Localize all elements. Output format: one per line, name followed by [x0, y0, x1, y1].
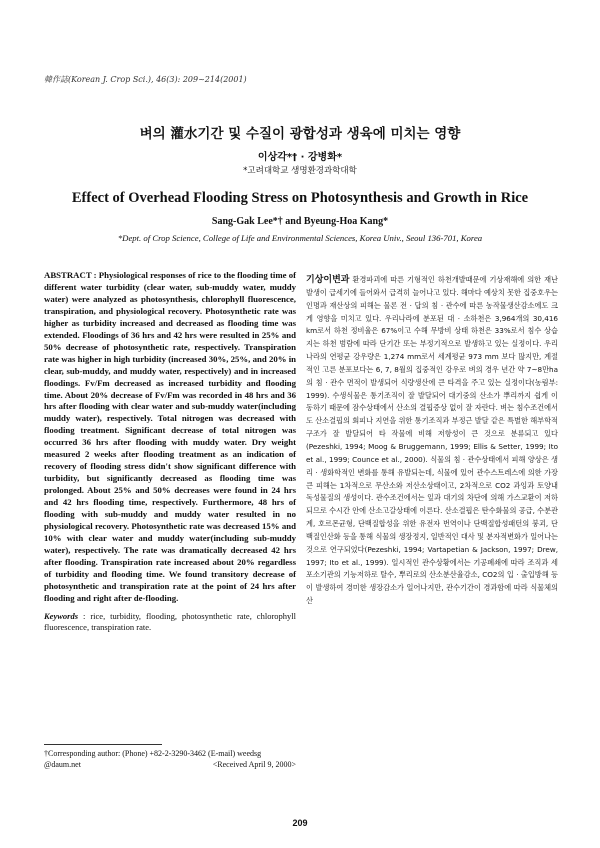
korean-authors: 이상각*† · 강병화* — [257, 152, 343, 163]
keywords — [44, 611, 296, 633]
left-column — [44, 270, 296, 633]
keywords-label: Keywords — [44, 610, 78, 621]
page-number: 209 — [292, 818, 308, 828]
english-title: Effect of Overhead Flooding Stress on Photosynthesis and Growth in Rice — [71, 190, 529, 206]
footnote — [44, 749, 296, 770]
korean-affiliation: *고려대학교 생명환경과학대학 — [243, 166, 357, 176]
journal-header: 韓作誌(Korean J. Crop Sci.), 46(3): 209~214(2001) — [44, 75, 247, 84]
korean-title: 벼의 灌水기간 및 수질이 광합성과 생육에 미치는 영향 — [139, 126, 461, 142]
english-authors: Sang-Gak Lee*† and Byeung-Hoa Kang* — [211, 216, 389, 227]
footnote-row — [44, 760, 296, 771]
email-tail: @daum.net — [44, 759, 81, 769]
received-date: <Received April 9, 2000> — [212, 759, 296, 769]
keywords-list: : rice, turbidity, flooding, photosynthetic rate, chlorophyll fluorescence, transpiration rate. — [44, 610, 296, 632]
section-heading: 기상이변과 — [306, 275, 350, 285]
english-affiliation: *Dept. of Crop Science, College of Life and Environmental Sciences, Korea Univ., Seoul 136-701, Korea — [117, 233, 483, 243]
corresponding-author: †Corresponding author: (Phone) +82-2-3290-3462 (E-mail) weedsg — [44, 749, 262, 758]
footnote-divider — [44, 744, 162, 745]
body-text — [306, 274, 558, 608]
abstract: ABSTRACT : Physiological responses of rice to the flooding time of different water turbidity (clear water, sub-muddy water, muddy water) were analyzed as photosynthesis, chlorophyll fluorescence, transpiration, and physiological recovery. Photosynthetic rate was higher as turbidity increased and decreased as flooding time was extended. Floodings of 36 hrs and 42 hrs were resulted in 25% and 50% decrease of photosynthetic rate, respectively. Transpiration rate was higher in high turbidity (increased 30%, 25%, and 20% in clear, sub-muddy, and muddy water, respectively) and in increased floodings. Fv/Fm decreased as increased turbidity and flooding time. About 20% decrease of Fv/Fm was recorded in 48 hrs and 36 hrs after flooding with clear water and sub-muddy water(including muddy water), respectively. Total nitrogen was decreased with flooding treatment. Significant decrease of total nitrogen was occurred 36 hrs after flooding with muddy water. Dry weight measured 2 weeks after flooding treatment as an indication of recovery of flooding stress didn't show significant difference with turbidity, but significantly decreased as flooding time was prolonged. About 25% and 50% decreases were found in 24 hrs and 42 hrs flooding time, respectively. Furthermore, 48 hrs of flooding with sub-muddy and muddy water resulted in no physiological recovery. Photosynthetic rate was decreased 15% and 10% with clear water and muddy water(including sub-muddy water), respectively. The rate was dramatically decreased 42 hrs after flooding. Transpiration rate increased about 20% regardless of turbidity and flooding time. We found transitory decrease of photosynthetic and transpiration rate at the point of 24 hrs after flooding and right after de-flooding. — [44, 270, 296, 603]
body-paragraph: 환경파괴에 따른 기형적인 하천개발때문에 기상재해에 의한 재난 발생이 급세기에 들어와서 급격히 늘어나고 있다. 해마다 예상치 못한 집중호우는 인명과 재산상의 피해는 물론 전 · 답의 침 · 관수에 따른 농작물생산감소에도 크게 영향을 미치고 있다. 우리나라에 분포된 대 · 소하천은 3,964개의 30,416 km로서 하천 정비율은 67%이고 수해 무방비 상태 하천은 33%로서 침수 상습지는 하천 범람에 따라 단기간 또는 부정기적으로 발생하고 있는 실정이다. 우리나라의 연평균 강우량은 1,274 mm로서 세계평균 973 mm 보다 많지만, 계절적인 고른 분포보다는 6, 7, 8월의 집중적인 강우로 벼의 경우 년간 약 7~8만ha의 침 · 관수 면적이 발생되어 식량생산에 큰 타격을 주고 있는 실정이다(농림부: 1999). 수생식물은 통기조직이 잘 발달되어 대기중의 산소가 뿌리까지 쉽게 이동하기 때문에 잠수상태에서 산소의 결핍증상 없이 잘 자란다. 벼는 침수조건에서도 산소결핍의 회피나 지연을 위한 통기조직과 부정근 발달 같은 특별한 해부학적 구조가 잘 발달되어 타 작물에 비해 저항성이 큰 것으로 분류되고 있다(Pezeshki, 1994; Moog & Bruggemann, 1999; Ellis & Setter, 1999; Ito et al., 1999; Counce et al., 2000). 식물의 침 · 관수상태에서 피해 양상은 생리 · 생화학적인 변화를 통해 유발되는데, 식물에 있어 관수스트레스에 의한 가장 큰 피해는 1차적으로 무산소와 저산소상태이고, 2차적으로 CO2 과잉과 토양내 독성물질의 생성이다. 관수조건에서는 잎과 대기의 차단에 의해 가스교환이 저하되므로 수시간 안에 산소고갈상태에 이른다. 산소결핍은 탄수화물의 공급, 수분관계, 호르몬균형, 단백질합성을 위한 유전자 번역이나 단백질합성패턴의 붕괴, 단백질인산화 등을 통해 식물의 생장정지, 일반적인 대사 및 분자적변화가 일어나는 것으로 연구되었다(Pezeshki, 1994; Vartapetian & Jackson, 1997; Drew, 1997; Ito et al., 1999). 일시적인 관수상황에서는 기공폐쇄에 따라 조직과 세포소기관의 기능저하로 탈수, 뿌리로의 산소분산율감소, CO2의 입 · 출입방해 등이 발생하여 경미한 생장감소가 일어나지만, 관수기간이 경과함에 따라 식물체의 산 — [306, 275, 558, 606]
